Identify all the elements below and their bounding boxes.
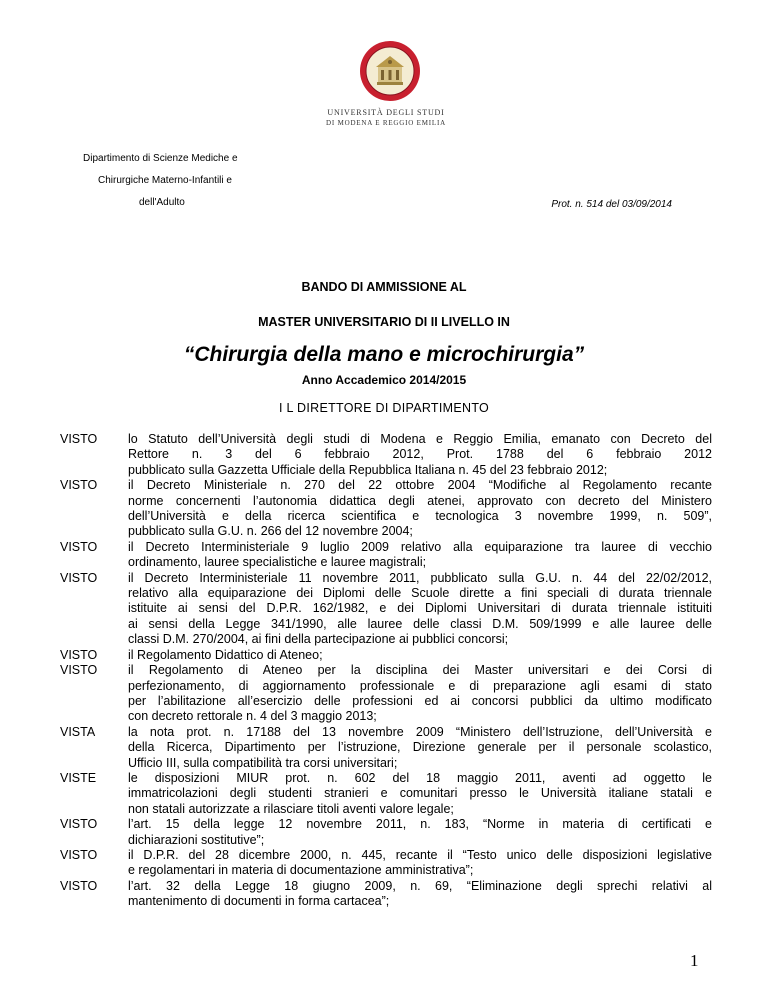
clause-line — [60, 879, 712, 894]
master-level-title: MASTER UNIVERSITARIO DI II LIVELLO IN — [258, 315, 510, 329]
visto-clause — [60, 663, 712, 725]
clause-keyword: VISTA — [60, 724, 96, 739]
clause-text: lo Statuto dell’Università degli studi di Modena e Reggio Emilia, emanato con Decreto del — [128, 432, 712, 446]
visto-clause — [60, 848, 712, 879]
page-number: 1 — [690, 951, 699, 970]
clause-indent — [60, 555, 128, 570]
clause-line — [60, 663, 712, 678]
clause-text: il D.P.R. del 28 dicembre 2000, n. 445, recante il “Testo unico delle disposizioni legislative — [128, 847, 712, 862]
clause-keyword: VISTO — [60, 817, 98, 832]
clause-text: perfezionamento, di aggiornamento professionale e di preparazione agli esami di stato — [128, 678, 712, 693]
visto-clause — [60, 648, 712, 663]
academic-year: Anno Accademico 2014/2015 — [301, 373, 467, 387]
clause-text: immatricolazioni degli studenti stranieri e comunitari presso le Università italiane statali e — [128, 786, 712, 801]
clause-line — [60, 802, 712, 817]
protocol-number: Prot. n. 514 del 03/09/2014 — [551, 199, 672, 210]
clause-text: istituite ai sensi del D.P.R. 162/1982, e dei Diplomi Universitari di durata triennale istituiti — [128, 601, 712, 616]
clause-indent — [60, 679, 128, 694]
clause-keyword: VISTO — [60, 539, 98, 554]
clause-line — [60, 817, 712, 832]
clause-line — [60, 463, 712, 478]
course-title: “Chirurgia della mano e microchirurgia” — [183, 343, 585, 366]
clause-line — [60, 894, 712, 909]
visto-clause — [60, 540, 712, 571]
clause-line — [60, 555, 712, 570]
clause-keyword: VISTO — [60, 847, 98, 862]
visto-clause — [60, 725, 712, 771]
clause-text: pubblicato sulla Gazzetta Ufficiale della Repubblica Italiana n. 45 del 23 febbraio 2012; — [128, 462, 608, 477]
clause-keyword: VISTO — [60, 663, 98, 678]
clause-keyword: VISTO — [60, 570, 98, 585]
clause-indent — [60, 863, 128, 878]
clause-text: non statali autorizzate a rilasciare titoli aventi valore legale; — [128, 801, 454, 816]
clause-indent — [60, 894, 128, 909]
clause-text: l’art. 15 della legge 12 novembre 2011, n. 183, “Norme in materia di certificati e — [128, 817, 712, 832]
clause-text: norme concernenti l’autonomia didattica degli atenei, approvato con decreto del Ministero — [128, 493, 712, 508]
clause-line — [60, 709, 712, 724]
clause-text: con decreto rettorale n. 4 del 3 maggio 2013; — [128, 709, 377, 724]
visto-clause — [60, 432, 712, 478]
clause-indent — [60, 709, 128, 724]
clause-indent — [60, 586, 128, 601]
clause-indent — [60, 740, 128, 755]
university-seal-icon — [359, 40, 421, 102]
clause-line — [60, 524, 712, 539]
visto-clause — [60, 478, 712, 540]
bando-title: BANDO DI AMMISSIONE AL — [301, 280, 467, 294]
clause-text: ai sensi della Legge 341/1990, alle lauree delle classi D.M. 509/1999 e alle lauree delle — [128, 616, 712, 631]
clause-text: il Regolamento di Ateneo per la disciplina dei Master universitari e dei Corsi di — [128, 663, 712, 678]
clause-indent — [60, 802, 128, 817]
clause-line — [60, 725, 712, 740]
clause-text: Ufficio III, sulla compatibilità tra corsi universitari; — [128, 755, 398, 770]
clause-line — [60, 786, 712, 801]
clause-line — [60, 478, 712, 493]
department-line-2: Chirurgiche Materno-Infantili e — [98, 175, 232, 186]
university-logo — [340, 40, 440, 102]
clause-text: la nota prot. n. 17188 del 13 novembre 2009 “Ministero dell’Istruzione, dell’Università e — [128, 724, 712, 739]
department-line-3: dell'Adulto — [139, 197, 185, 208]
clause-keyword: VISTO — [60, 432, 98, 446]
clause-indent — [60, 447, 128, 462]
university-name-line2: DI MODENA E REGGIO EMILIA — [326, 119, 446, 127]
clause-line — [60, 694, 712, 709]
clause-indent — [60, 463, 128, 478]
clause-line — [60, 771, 712, 786]
clause-indent — [60, 632, 128, 647]
clause-line — [60, 617, 712, 632]
director-heading: I L DIRETTORE DI DIPARTIMENTO — [278, 401, 490, 415]
clause-keyword: VISTO — [60, 647, 98, 662]
clause-keyword: VISTE — [60, 770, 97, 785]
department-line-1: Dipartimento di Scienze Mediche e — [83, 153, 238, 164]
clause-line — [60, 648, 712, 663]
clause-text: ordinamento, lauree specialistiche e lauree magistrali; — [128, 555, 427, 570]
clause-keyword: VISTO — [60, 478, 98, 493]
clause-indent — [60, 601, 128, 616]
clause-indent — [60, 786, 128, 801]
clause-indent — [60, 756, 128, 771]
clause-line — [60, 447, 712, 462]
visto-clause — [60, 571, 712, 648]
clause-line — [60, 833, 712, 848]
clause-text: il Decreto Interministeriale 11 novembre 2011, pubblicato sulla G.U. n. 44 del 22/02/2012, — [128, 570, 712, 585]
clause-text: per l’abilitazione all’esercizio delle professioni ed ai concorsi pubblici da ultimo modificato — [128, 693, 712, 708]
clause-line — [60, 601, 712, 616]
clause-indent — [60, 494, 128, 509]
clause-indent — [60, 694, 128, 709]
clause-line — [60, 509, 712, 524]
clause-line — [60, 863, 712, 878]
clause-text: Rettore n. 3 del 6 febbraio 2012, Prot. 1788 del 6 febbraio 2012 — [128, 447, 712, 462]
clause-line — [60, 756, 712, 771]
clause-line — [60, 432, 712, 447]
clause-line — [60, 571, 712, 586]
clause-line — [60, 586, 712, 601]
clause-text: il Regolamento Didattico di Ateneo; — [128, 647, 323, 662]
clause-line — [60, 848, 712, 863]
clause-line — [60, 740, 712, 755]
clause-line — [60, 494, 712, 509]
clause-indent — [60, 509, 128, 524]
visto-clause — [60, 879, 712, 910]
visto-clauses — [60, 432, 712, 910]
clause-text: il Decreto Ministeriale n. 270 del 22 ottobre 2004 “Modifiche al Regolamento recante — [128, 478, 712, 493]
clause-keyword: VISTO — [60, 878, 98, 893]
clause-text: dell’Università e della ricerca scientifica e tecnologica 3 novembre 1999, n. 509”, — [128, 509, 712, 524]
clause-text: e regolamentari in materia di documentazione amministrativa”; — [128, 863, 474, 878]
clause-text: le disposizioni MIUR prot. n. 602 del 18 maggio 2011, aventi ad oggetto le — [128, 770, 712, 785]
clause-line — [60, 632, 712, 647]
university-name-line1: UNIVERSITÀ DEGLI STUDI — [327, 108, 445, 117]
clause-text: classi D.M. 270/2004, ai fini della partecipazione ai pubblici concorsi; — [128, 632, 509, 647]
clause-indent — [60, 833, 128, 848]
clause-text: della Ricerca, Dipartimento per l’istruzione, Direzione generale per il personale scolastico, — [128, 740, 712, 755]
clause-text: il Decreto Interministeriale 9 luglio 2009 relativo alla equiparazione tra lauree di vecchio — [128, 539, 712, 554]
clause-line — [60, 540, 712, 555]
clause-indent — [60, 524, 128, 539]
clause-text: pubblicato sulla G.U. n. 266 del 12 novembre 2004; — [128, 524, 413, 539]
clause-text: dichiarazioni sostitutive”; — [128, 832, 265, 847]
clause-text: relativo alla equiparazione dei Diplomi delle Scuole dirette a fini speciali di durata triennale — [128, 586, 712, 601]
visto-clause — [60, 817, 712, 848]
clause-line — [60, 679, 712, 694]
clause-text: mantenimento di documenti in forma cartacea”; — [128, 894, 390, 909]
visto-clause — [60, 771, 712, 817]
clause-indent — [60, 617, 128, 632]
clause-text: l’art. 32 della Legge 18 giugno 2009, n. 69, “Eliminazione degli sprechi relativi al — [128, 878, 712, 893]
